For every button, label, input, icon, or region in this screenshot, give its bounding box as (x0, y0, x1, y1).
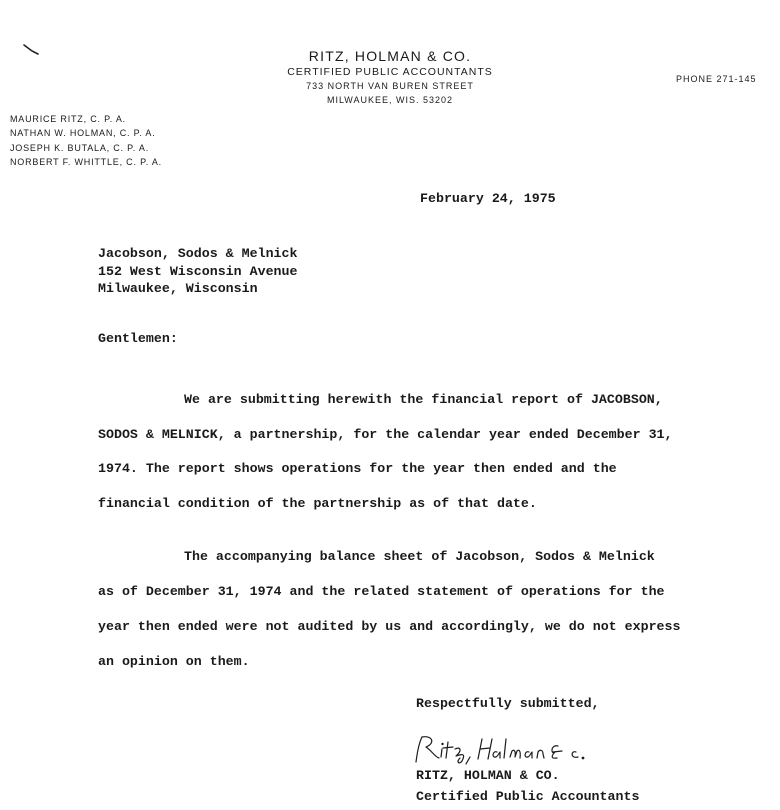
partner-name: NATHAN W. HOLMAN, C. P. A. (10, 128, 156, 139)
paragraph-line (98, 383, 738, 418)
partner-name: MAURICE RITZ, C. P. A. (10, 114, 126, 124)
paragraph-line: as of December 31, 1974 and the related statement of operations for the (98, 584, 665, 599)
paragraph-line: an opinion on them. (98, 654, 250, 669)
salutation: Gentlemen: (98, 331, 178, 346)
paragraph-line: 1974. The report shows operations for the year then ended and the (98, 461, 617, 476)
signer-block (416, 765, 639, 807)
partner-name: NORBERT F. WHITTLE, C. P. A. (10, 156, 162, 167)
firm-phone: PHONE 271-145 (676, 74, 757, 84)
firm-subtitle: CERTIFIED PUBLIC ACCOUNTANTS (287, 66, 493, 78)
paragraph-line (98, 539, 738, 574)
recipient-address (98, 245, 298, 298)
paragraph-text: The accompanying balance sheet of Jacobson, Sodos & Melnick (184, 549, 655, 564)
partner-list (10, 112, 162, 169)
closing: Respectfully submitted, (416, 696, 600, 711)
pen-mark (22, 42, 42, 58)
address-line: Jacobson, Sodos & Melnick (98, 246, 298, 261)
paragraph-line: year then ended were not audited by us and accordingly, we do not express (98, 619, 681, 634)
body-paragraph-2 (98, 539, 738, 679)
letter-date: February 24, 1975 (420, 191, 556, 206)
address-line: Milwaukee, Wisconsin (98, 281, 258, 296)
handwritten-signature (412, 733, 642, 765)
paragraph-text: We are submitting herewith the financial report of JACOBSON, (184, 392, 663, 407)
signer-firm: RITZ, HOLMAN & CO. (416, 768, 560, 783)
paragraph-line: SODOS & MELNICK, a partnership, for the calendar year ended December 31, (98, 426, 673, 442)
firm-street: 733 NORTH VAN BUREN STREET (306, 81, 474, 91)
address-line: 152 West Wisconsin Avenue (98, 263, 298, 279)
body-paragraph-1 (98, 383, 738, 521)
signer-title: Certified Public Accountants (416, 789, 640, 804)
paragraph-line: financial condition of the partnership as of that date. (98, 495, 537, 511)
letterhead (250, 48, 530, 107)
partner-name: JOSEPH K. BUTALA, C. P. A. (10, 142, 150, 153)
firm-name: RITZ, HOLMAN & CO. (308, 48, 472, 64)
firm-city: MILWAUKEE, WIS. 53202 (326, 95, 454, 105)
